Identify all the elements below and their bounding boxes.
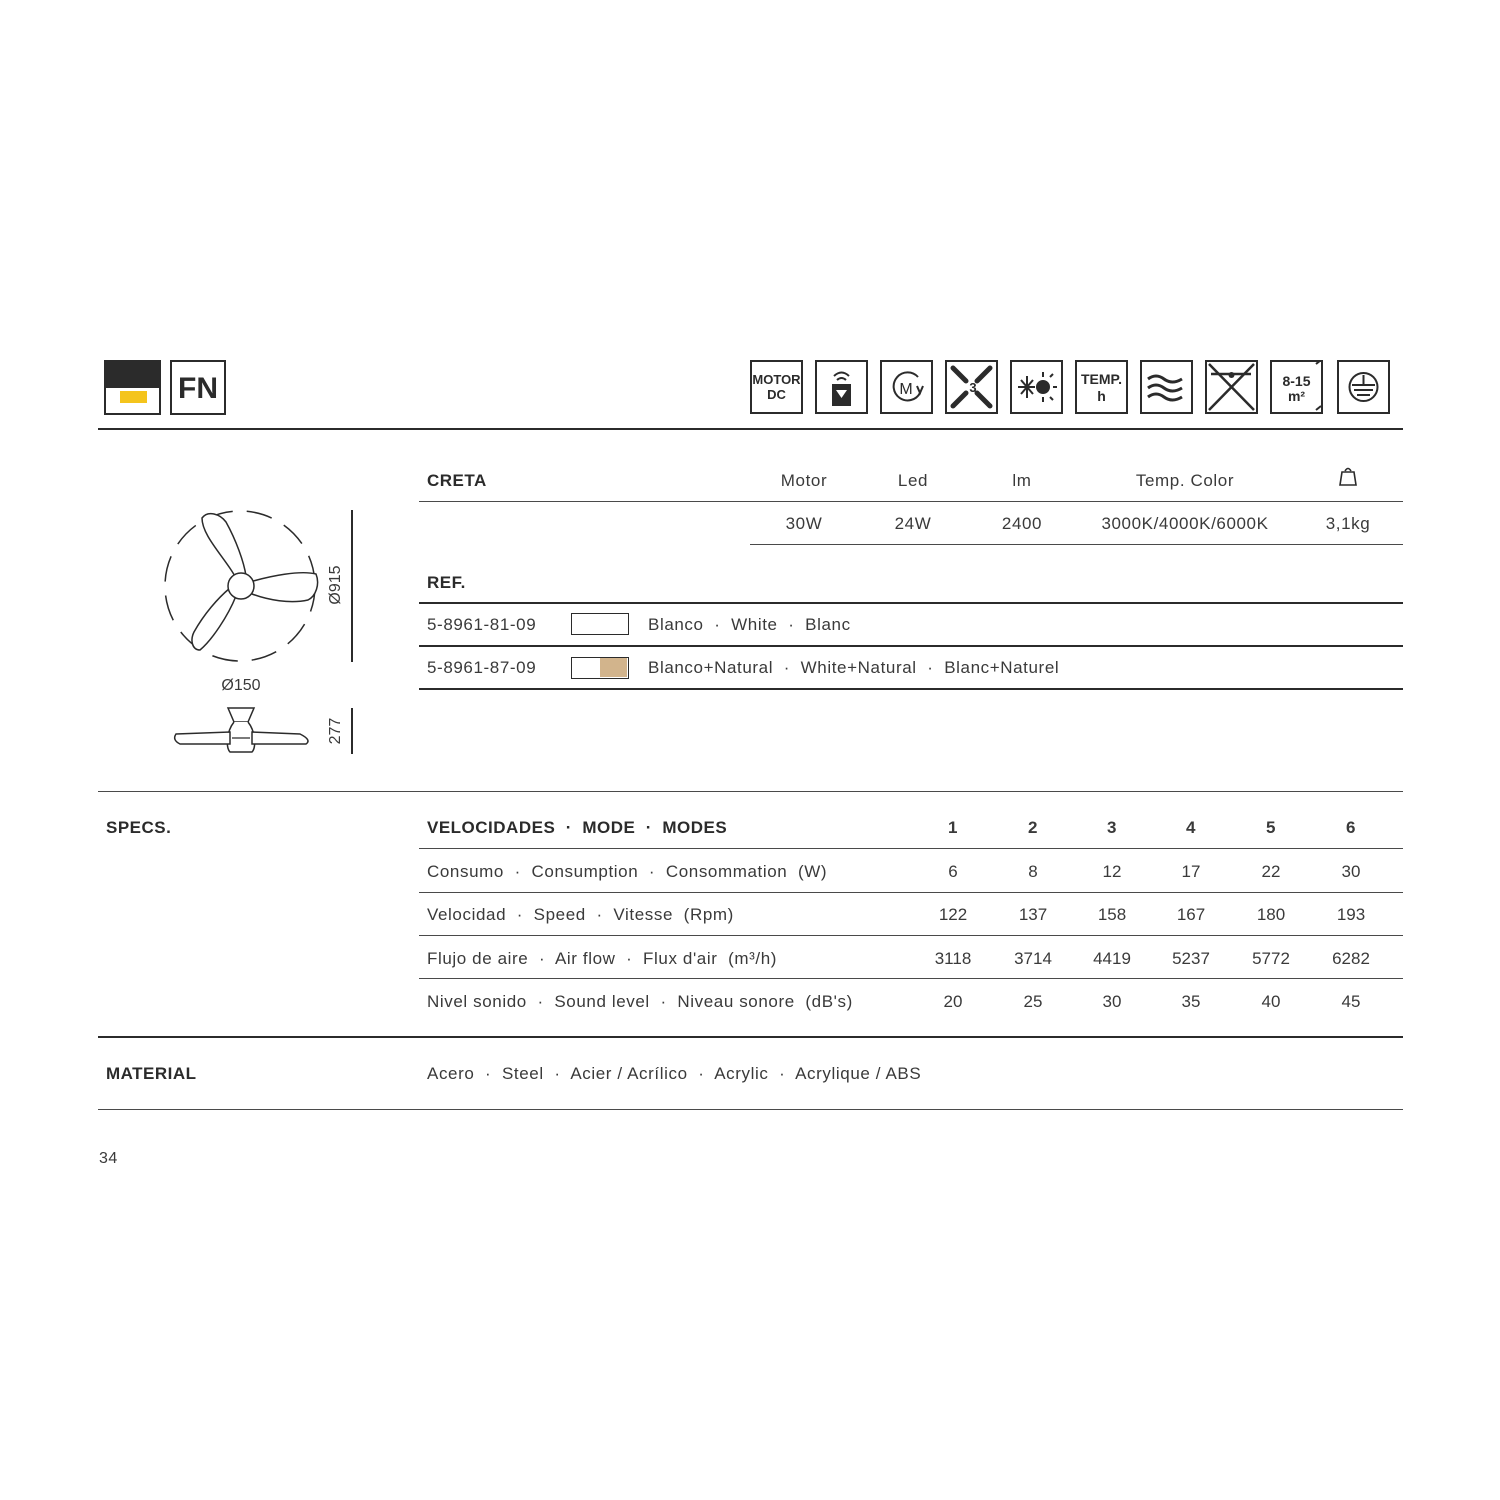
speed-6: 6 (1346, 818, 1356, 837)
speed-3: 3 (1107, 818, 1117, 837)
ref-row-divider (419, 645, 1403, 647)
ref-top-divider (419, 602, 1403, 604)
speed-4: 4 (1186, 818, 1196, 837)
value-motor: 30W (785, 514, 823, 533)
badge-accent-bar (120, 391, 147, 403)
table-cell: 5772 (1252, 949, 1290, 968)
motor-dc-icon: MOTOR DC (750, 360, 803, 414)
column-motor: Motor (780, 471, 828, 490)
speed-2: 2 (1028, 818, 1038, 837)
table-cell: 22 (1261, 862, 1281, 881)
weight-icon (1336, 464, 1360, 488)
spec-row-label-speed: Velocidad · Speed · Vitesse (Rpm) (427, 905, 734, 924)
color-swatch-white-natural (571, 657, 629, 679)
room-size-icon: 8-15 m² (1270, 360, 1323, 414)
table-cell: 30 (1102, 992, 1122, 1011)
table-cell: 4419 (1093, 949, 1131, 968)
specs-row-divider (419, 978, 1403, 979)
ref-code-1: 5-8961-81-09 (427, 615, 537, 634)
table-cell: 17 (1181, 862, 1201, 881)
table-cell: 122 (938, 905, 968, 924)
table-cell: 3118 (934, 949, 972, 968)
speed-1: 1 (948, 818, 958, 837)
column-lumen: lm (1012, 471, 1032, 490)
canopy-diameter-label: Ø150 (221, 677, 261, 694)
table-cell: 25 (1023, 992, 1043, 1011)
table-cell: 167 (1176, 905, 1206, 924)
natural-wind-icon (1140, 360, 1193, 414)
table-cell: 45 (1341, 992, 1361, 1011)
speed-5: 5 (1266, 818, 1276, 837)
value-led: 24W (894, 514, 932, 533)
diameter-label: Ø915 (327, 565, 344, 605)
material-top-divider (98, 1036, 1403, 1038)
ceiling-light-badge (104, 360, 161, 415)
reversible-blades-icon (945, 360, 998, 414)
table-cell: 3714 (1014, 949, 1052, 968)
column-temp-color: Temp. Color (1135, 471, 1235, 490)
table-cell: 20 (943, 992, 963, 1011)
svg-text:3: 3 (969, 380, 977, 395)
specs-row-divider (419, 892, 1403, 893)
speeds-header: VELOCIDADES · MODE · MODES (427, 818, 728, 837)
swatch-natural-half (600, 658, 627, 677)
ref-desc-1: Blanco · White · Blanc (648, 615, 851, 634)
badge-dark-top (106, 362, 159, 388)
value-temp-color: 3000K/4000K/6000K (1101, 514, 1269, 533)
table-cell: 158 (1097, 905, 1127, 924)
no-wall-switch-icon (1205, 360, 1258, 414)
table-cell: 35 (1181, 992, 1201, 1011)
material-text: Acero · Steel · Acier / Acrílico · Acrylic · Acrylique / ABS (427, 1064, 922, 1083)
summer-winter-icon (1010, 360, 1063, 414)
color-swatch-white (571, 613, 629, 635)
table-cell: 193 (1336, 905, 1366, 924)
timer-icon: TEMP. h (1075, 360, 1128, 414)
ref-desc-2: Blanco+Natural · White+Natural · Blanc+Naturel (648, 658, 1060, 677)
ref-title: REF. (427, 573, 466, 592)
table-cell: 137 (1018, 905, 1048, 924)
product-name: CRETA (427, 471, 487, 490)
spec-row-label-airflow: Flujo de aire · Air flow · Flux d'air (m³/h) (427, 949, 778, 968)
table-cell: 8 (1028, 862, 1038, 881)
height-label: 277 (327, 717, 344, 745)
specs-row-divider (419, 935, 1403, 936)
fan-type-label: FN (178, 372, 218, 405)
memory-function-icon (880, 360, 933, 414)
specs-title: SPECS. (106, 818, 172, 837)
value-weight: 3,1kg (1325, 514, 1371, 533)
spec-row-label-sound: Nivel sonido · Sound level · Niveau sonore (dB's) (427, 992, 853, 1011)
value-lumen: 2400 (1001, 514, 1043, 533)
ref-bottom-divider (419, 688, 1403, 690)
remote-control-icon (815, 360, 868, 414)
table-cell: 12 (1102, 862, 1122, 881)
product-header-divider (419, 501, 1403, 502)
product-values-divider (750, 544, 1403, 545)
header-divider (98, 428, 1403, 430)
table-cell: 30 (1341, 862, 1361, 881)
material-bottom-divider (98, 1109, 1403, 1110)
table-cell: 180 (1256, 905, 1286, 924)
specs-top-divider (98, 791, 1403, 792)
material-title: MATERIAL (106, 1064, 197, 1083)
table-cell: 6 (948, 862, 958, 881)
earth-ground-icon (1337, 360, 1390, 414)
svg-text:M: M (899, 381, 913, 398)
spec-row-label-consumption: Consumo · Consumption · Consommation (W) (427, 862, 828, 881)
ref-code-2: 5-8961-87-09 (427, 658, 537, 677)
specs-header-divider (419, 848, 1403, 849)
column-led: Led (897, 471, 929, 490)
page-number: 34 (99, 1150, 118, 1167)
table-cell: 40 (1261, 992, 1281, 1011)
table-cell: 6282 (1332, 949, 1370, 968)
table-cell: 5237 (1172, 949, 1210, 968)
fan-type-badge (170, 360, 226, 415)
